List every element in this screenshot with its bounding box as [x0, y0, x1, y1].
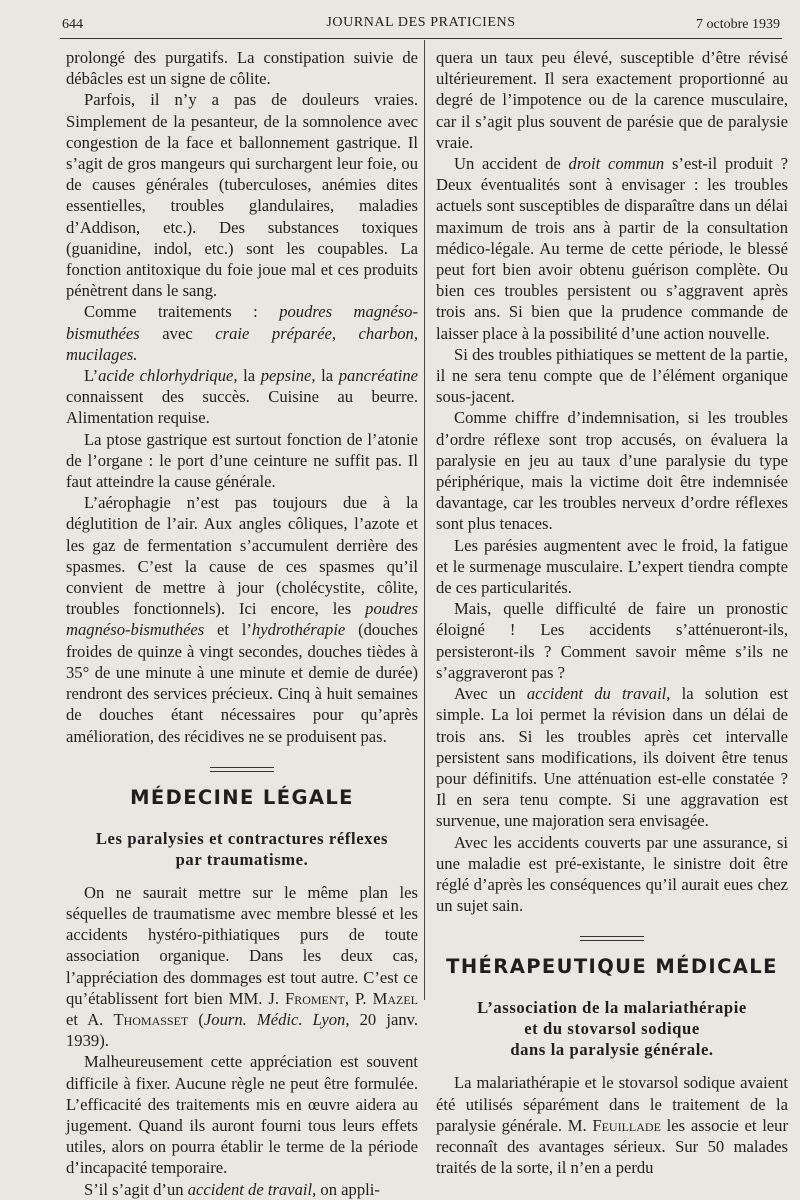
paragraph: Mais, quelle difficulté de faire un pronostic éloigné ! Les accidents s’atténueront-ils, persisteront-ils ? Comment savoir même s’ils ne s’aggraveront pas ?: [436, 599, 788, 682]
section-separator: [210, 767, 274, 772]
paragraph: S’il s’agit d’un accident de travail, on appli-: [84, 1179, 380, 1199]
paragraph: quera un taux peu élevé, susceptible d’être révisé ultérieurement. Il sera exactement proportionné au degré de l’impotence ou de la carence musculaire, car il s’agit plus souvent de parésie que de paralysie vraie.: [436, 48, 788, 152]
left-column: [66, 47, 418, 1200]
paragraph: Un accident de droit commun s’est-il produit ? Deux éventualités sont à envisager : les troubles actuels sont susceptibles de disparaître dans un délai maximum de trois ans à partir de la consultation médico-légale. Au terme de cette période, le blessé peut fort bien avoir obtenu guérison complète. Ou bien ces troubles persistent ou s’aggravent après trois ans. Si bien que la prudence commande de laisser place à la possibilité d’une action nouvelle.: [436, 154, 788, 343]
paragraph: Comme traitements : poudres magnéso-bismuthées avec craie préparée, charbon, mucilages.: [66, 302, 418, 364]
section-title: THÉRAPEUTIQUE MÉDICALE: [446, 955, 778, 979]
paragraph: Comme chiffre d’indemnisation, si les troubles d’ordre réflexe sont trop accusés, on évaluera la paralysie en jeu au taux d’une paralysie du type périphérique, mais la victime doit être indemnisée davantage, car les troubles nerveux d’ordre réflexes sont plus tenaces.: [436, 408, 788, 534]
page-number: 644: [62, 17, 83, 32]
article-title: L’association de la malariathérapie et du stovarsol sodique dans la paralysie générale.: [477, 998, 747, 1060]
section-separator: [580, 936, 644, 941]
issue-date: 7 octobre 1939: [696, 17, 780, 32]
section-title: MÉDECINE LÉGALE: [130, 785, 354, 809]
paragraph: La ptose gastrique est surtout fonction de l’atonie de l’organe : le port d’une ceinture ne suffit pas. Il faut atteindre la cause générale.: [66, 429, 418, 492]
paragraph: Parfois, il n’y a pas de douleurs vraies. Simplement de la pesanteur, de la somnolence avec congestion de la face et ballonnement gastrique. Il s’agit de gros mangeurs qui surchargent leur foie, ou de causes générales (tuberculoses, anémies dites essentielles, troubles glandulaires, maladies d’Addison, etc.). Des substances toxiques (guanidine, indol, etc.) sont les coupables. La fonction antitoxique du foie joue mal et ces produits pénètrent dans le sang.: [66, 90, 418, 301]
paragraph: prolongé des purgatifs. La constipation suivie de débâcles est un signe de côlite.: [66, 48, 418, 89]
paragraph: L’aérophagie n’est pas toujours due à la déglutition de l’air. Aux angles côliques, l’azote et les gaz de fermentation s’accumulent derrière des spasmes. C’est la cause de ces spasmes qu’il convient de mettre à jour (cholécystite, côlite, troubles fonctionnels). Ici encore, les poudres magnéso-bismuthées et l’hydrothérapie (douches froides de quinze à vingt secondes, douches tièdes à 35° de une minute à une minute et demie de durée) rendront des services précieux. Cinq à huit semaines de douches étant nécessaires pour qu’après amélioration, des récidives ne se produisent pas.: [66, 493, 418, 746]
paragraph: La malariathérapie et le stovarsol sodique avaient été utilisés séparément dans le traitement de la paralysie générale. M. Feuillade les associe et leur reconnaît des avantages sérieux. Sur 50 malades traités de la sorte, il n’en a perdu: [436, 1073, 788, 1178]
paragraph: Avec un accident du travail, la solution est simple. La loi permet la révision dans un délai de trois ans. Si les troubles après cet intervalle persistent sans modifications, ils doivent être tenus pour définitifs. Une atténuation est-elle constatée ? Il en sera tenu compte. Si une aggravation est survenue, une majoration sera envisagée.: [436, 684, 788, 831]
page-header: [60, 10, 782, 39]
article-title: Les paralysies et contractures réflexes par traumatisme.: [95, 828, 389, 869]
column-divider: [424, 40, 425, 1000]
paragraph: Les parésies augmentent avec le froid, la fatigue et le surmenage musculaire. L’expert tiendra compte de ces particularités.: [436, 535, 788, 598]
paragraph: Avec les accidents couverts par une assurance, si une maladie est pré-existante, le sinistre doit être réglé d’après les conséquences qu’il aurait eues chez un sujet sain.: [436, 832, 788, 916]
paragraph: Malheureusement cette appréciation est souvent difficile à fixer. Aucune règle ne peut être formulée. L’efficacité des traitements mis en œuvre aidera au jugement. Quand ils auront fourni tous leurs effets utiles, alors on pourra établir le terme de la période d’incapacité temporaire.: [66, 1052, 418, 1178]
journal-title: JOURNAL DES PRATICIENS: [326, 15, 516, 30]
paragraph: On ne saurait mettre sur le même plan les séquelles de traumatisme avec membre blessé et les accidents hystéro-pithiatiques purs de toute association organique. Dans les deux cas, l’appréciation des dommages est tout autre. C’est ce qu’établissent fort bien MM. J. Froment, P. Mazel et A. Thomasset (Journ. Médic. Lyon, 20 janv. 1939).: [66, 882, 419, 1051]
paragraph: L’acide chlorhydrique, la pepsine, la pancréatine connaissent des succès. Cuisine au beurre. Alimentation requise.: [66, 366, 418, 428]
right-column: [436, 47, 788, 1178]
paragraph: Si des troubles pithiatiques se mettent de la partie, il ne sera tenu compte que de l’élément organique sous-jacent.: [436, 344, 788, 407]
